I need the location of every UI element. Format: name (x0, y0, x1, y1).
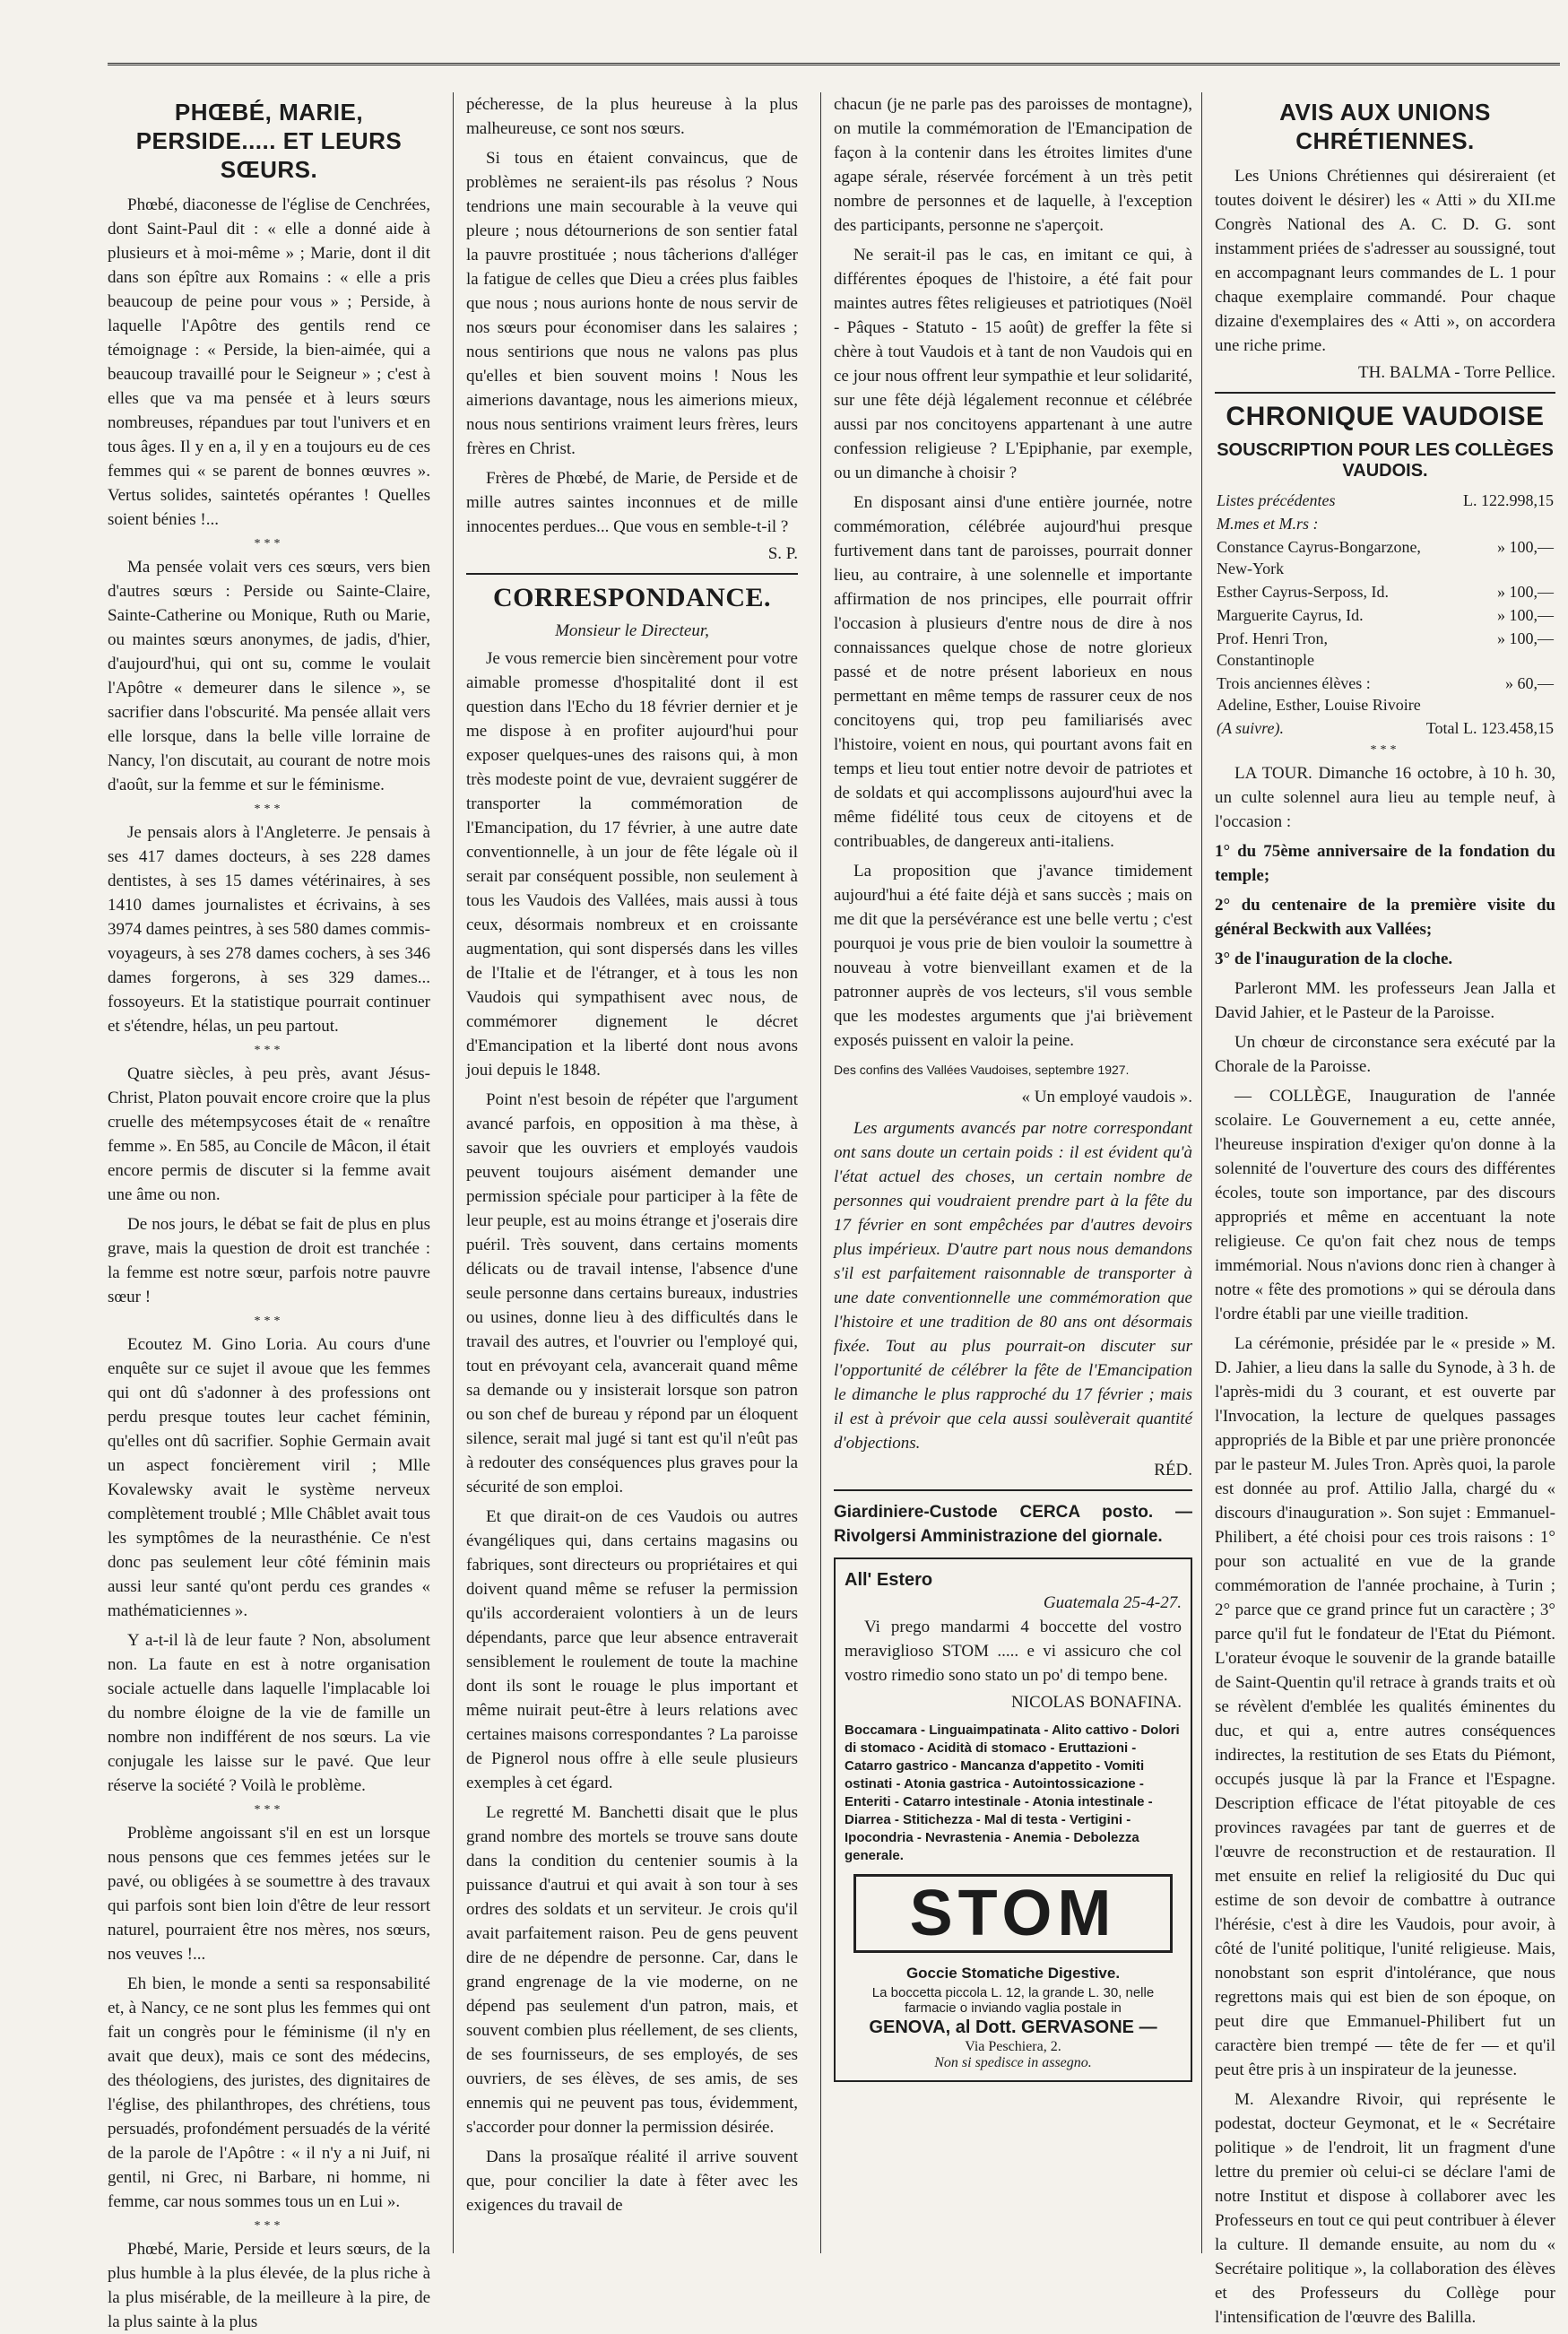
paragraph: De nos jours, le débat se fait de plus en plus grave, mais la question de droit est tranchée : la femme est notre sœur, parfois notre pauvre sœur ! (108, 1215, 430, 1306)
correspondence-title: CORRESPONDANCE. (492, 583, 772, 612)
subscription-amount: » 100,— (1497, 538, 1554, 556)
dateline: Des confins des Vallées Vaudoises, septembre 1927. (834, 1063, 1130, 1077)
column-2 (466, 92, 798, 2271)
separator: *** (254, 2219, 284, 2233)
paragraph: Eh bien, le monde a senti sa responsabilité et, à Nancy, ce ne sont plus les femmes qui ont fait un congrès pour le féminisme (il n'y en avait que deux), mais ce sont des médecins, des théologiens, des juristes, des dignitaires de l'église, des philanthropes, des chrétiens, tous persuadés, profondément persuadés de la vérité de la parole de l'Apôtre : « il n'y a ni Juif, ni gentil, ni Grec, ni Barbare, ni homme, ni femme, car nous sommes tous un en Lui ». (108, 1974, 430, 2211)
column-4 (1215, 92, 1555, 2327)
paragraph: Phœbé, diaconesse de l'église de Cenchrées, dont Saint-Paul dit : « elle a donné aide à plusieurs et à moi-même » ; Marie, dont il dit dans son épître aux Romains : « elle a pris beaucoup de peine pour vous » ; Perside, à laquelle l'Apôtre des gentils rend ce témoignage : « Perside, la bien-aimée, qui a beaucoup travaillé pour le Seigneur » ; c'est à elles que va ma pensée et à leurs sœurs nombreuses, répandues par tout l'univers et en tous âges. Il y en a, il y en a toujours eu de ces femmes qui « se parent de bonnes œuvres ». Vertus solides, saintetés opérantes ! Quelles soient bénies !... (108, 195, 430, 529)
paragraph: Je pensais alors à l'Angleterre. Je pensais à ses 417 dames docteurs, à ses 228 dames dentistes, à ses 15 dames vétérinaires, à ses 1410 dames journalistes et écrivains, à ses 3974 dames peintres, à ses 580 dames commis-voyageurs, à ses 278 dames cochers, à ses 346 dames forgerons, à ses 329 dames... fossoyeurs. Et la statistique pourrait continuer et s'étendre, hélas, un peu partout. (108, 823, 430, 1036)
ad-place-date: Guatemala 25-4-27. (1043, 1593, 1182, 1612)
paragraph: Quatre siècles, à peu près, avant Jésus-Christ, Platon pouvait encore croire que la plus cruelle des métempsycoses était de « renaître femme ». En 585, au Concile de Mâcon, il était encore permis de discuter si la femme avait une âme ou non. (108, 1064, 430, 1204)
signature: S. P. (767, 544, 798, 563)
chronicle-title: CHRONIQUE VAUDOISE (1226, 402, 1545, 431)
subscription-amount: » 100,— (1497, 606, 1554, 624)
subscriber-name: Esther Cayrus-Serposs, Id. (1217, 583, 1389, 601)
paragraph: Y a-t-il là de leur faute ? Non, absolument non. La faute en est à notre organisation sociale actuelle dans laquelle l'implacable loi du nombre éloigne de la vie de famille un nombre non indifférent de nos sœurs. La vie conjugale les laisse sur le pavé. Que leur réserve la société ? Voilà le problème. (108, 1631, 430, 1795)
subscription-row (1215, 512, 1555, 535)
paragraph: Phœbé, Marie, Perside et leurs sœurs, de la plus humble à la plus élevée, de la plus riche à la plus misérable, de la meilleure à la pire, de la plus sainte à la plus (108, 2240, 430, 2331)
subscription-amount: Total L. 123.458,15 (1425, 719, 1554, 737)
ad-heading: All' Estero (845, 1570, 933, 1590)
ad-letter: Vi prego mandarmi 4 boccette del vostro meraviglioso STOM ..... e vi assicuro che col vostro rimedio sono stato un po' di tempo bene. (845, 1618, 1182, 1685)
subscriber-name: (A suivre). (1217, 719, 1284, 737)
paragraph: pécheresse, de la plus heureuse à la plus malheureuse, ce sont nos sœurs. (466, 95, 798, 138)
ad-signer: NICOLAS BONAFINA. (1010, 1693, 1182, 1712)
paragraph: LA TOUR. Dimanche 16 octobre, à 10 h. 30, un culte solennel aura lieu au temple neuf, à l'occasion : (1215, 764, 1555, 831)
separator: *** (254, 537, 284, 551)
column-rule (820, 92, 821, 2253)
article-title: PHŒBÉ, MARIE, PERSIDE..... ET LEURS SŒURS. (135, 99, 403, 183)
column-3 (834, 92, 1192, 2271)
occasion-item: 2° du centenaire de la première visite du général Beckwith aux Vallées; (1215, 896, 1555, 939)
stom-logo: STOM (853, 1874, 1173, 1953)
subscription-amount: » 100,— (1497, 583, 1554, 601)
paragraph: La cérémonie, présidée par le « preside » M. D. Jahier, a lieu dans la salle du Synode, à 3 h. de l'après-midi du 3 courant, et est ouverte par l'Invocation, la lecture de quelques passages appropriés de la Bible et par une prière prononcée par le pasteur M. Jules Tron. Après quoi, la parole est donnée au prof. Attilio Jalla, chargé du « discours d'inauguration ». Son sujet : Emmanuel-Philibert, a été choisi pour ces trois raisons : 1° pour son actualité en vue de la grande commémoration de l'année prochaine, à Turin ; 2° parce que ce grand prince fut un caractère ; 3° parce qu'il fut le fondateur de l'Etat du Piémont. L'orateur évoque le souvenir de la grande bataille de Saint-Quentin qu'il retrace à grands traits et où se révèlent d'emblée les qualités éminentes du duc, et qui a, entre autres conséquences indirectes, la restitution de ses Etats du Piémont, occupés jusque là par la France et l'Espagne. Description efficace de l'état pitoyable de ces provinces ravagées par tant de guerres et de l'œuvre de reconstruction et de restauration. Il met ensuite en relief la religiosité du Duc qui estime de son devoir de combattre à outrance l'hérésie, c'est à dire les Vaudois, pour avoir, à côté de l'unité politique, l'unité religieuse. Mais, nonobstant son esprit d'intolérance, que nous regrettons mais qui est bien de son époque, on peut dire que Emmanuel-Philibert fut un caractère bien trempé — tête de fer — et qu'il peut être pris à un inspirateur de la jeunesse. (1215, 1334, 1555, 2079)
subscription-table (1215, 489, 1555, 740)
subscriber-name: Trois anciennes élèves : Adeline, Esther, Louise Rivoire (1217, 674, 1421, 714)
subscription-amount: L. 122.998,15 (1463, 491, 1554, 509)
separator: *** (1370, 743, 1400, 757)
newspaper-page (108, 63, 1560, 2331)
paragraph: Problème angoissant s'il en est un lorsque nous pensons que ces femmes jetées sur le pavé, ou obligées à se soumettre à des travaux qui parfois sont bien loin d'être de leur ressort naturel, pourraient être nos mères, nos sœurs, nos veuves !... (108, 1824, 430, 1964)
divider (1215, 392, 1555, 394)
subscriber-name: Marguerite Cayrus, Id. (1217, 606, 1364, 624)
subscription-amount: » 60,— (1505, 674, 1554, 692)
paragraph: La proposition que j'avance timidement aujourd'hui a été faite déjà et sans succès ; mais on me dit que la persévérance est une belle vertu ; c'est pourquoi je vous prie de bien vouloir la soumettre à nouveau à votre bienveillant examen et de la patronner auprès de vos lecteurs, s'il vous semble que les modestes arguments que j'ai brièvement exposés puissent en valoir la peine. (834, 862, 1192, 1050)
ad-price: La boccetta piccola L. 12, la grande L. 30, nelle farmacie o inviando vaglia postale in (871, 1985, 1155, 2016)
subscription-amount: » 100,— (1497, 629, 1554, 647)
separator: *** (254, 803, 284, 816)
subscription-row (1215, 672, 1555, 716)
paragraph: En disposant ainsi d'une entière journée, notre commémoration, célébrée aujourd'hui presque furtivement dans tant de paroisses, pourrait donner lieu, au contraire, à une solennelle et importante affirmation de nos principes, elle pourrait offrir l'occasion à plusieurs d'entre nous de dire à nos connaissances quelque chose de notre glorieux passé et de notre présent laborieux en nous permettant en même temps de rassurer ceux de nos concitoyens qui, trop peu familiarisés avec l'histoire, voient en nous, qui pourtant avons fait en temps et lieu tout entier notre devoir de patriotes et de soldats et qui accomplissons aujourd'hui avec la même fidélité tous ceux de citoyens et de contribuables, de dangereux anti-italiens. (834, 493, 1192, 851)
subscription-row (1215, 627, 1555, 672)
separator: *** (254, 1315, 284, 1328)
ad-product: Goccie Stomatiche Digestive. (905, 1965, 1121, 1982)
occasion-item: 1° du 75ème anniversaire de la fondation du temple; (1215, 842, 1555, 885)
subscription-row (1215, 716, 1555, 740)
paragraph: Si tous en étaient convaincus, que de problèmes ne seraient-ils pas résolus ? Nous tendrions une main secourable à la veuve qui pleure ; nous détournerions de son sentier fatal la pauvre prostituée ; nous tâcherions d'alléger la fatigue de celles que Dieu a crées plus faibles que nous ; nous aurions honte de nous servir de nos sœurs pour économiser dans les salaires ; nous sentirions que nous ne valons pas plus qu'elles et bien souvent moins ! Nous les aimerions davantage, nous les aimerions mieux, nous nous sentirions vraiment leurs frères, leurs frères en Christ. (466, 149, 798, 458)
ad-address: GENOVA, al Dott. GERVASONE — (869, 2017, 1157, 2037)
column-1 (108, 92, 430, 2331)
paragraph: Ecoutez M. Gino Loria. Au cours d'une enquête sur ce sujet il avoue que les femmes qui ont dû s'adonner à des professions ont perdu presque toutes leur cachet féminin, qu'elles ont dû sacrifier. Sophie Germain avait un aspect foncièrement viril ; Mlle Kovalewsky avait le système nerveux complètement troublé ; Mlle Châblet avait tous les symptômes de la neurasthénie. Ce n'est donc pas seulement leur côté féminin mais aussi leur santé qu'ont perdu ces grandes « mathématiciennes ». (108, 1335, 430, 1620)
paragraph: Les Unions Chrétiennes qui désireraient (et toutes doivent le désirer) les « Atti » du XII.me Congrès National des A. C. D. G. sont instamment priées de s'adresser au soussigné, tout en accompagnant leurs commandes de L. 1 pour chaque exemplaire commandé. Pour chaque dizaine d'exemplaires des « Atti », on accordera une riche prime. (1215, 167, 1555, 355)
stom-advertisement (834, 1557, 1192, 2082)
divider (834, 1489, 1192, 1491)
subscriber-name: M.mes et M.rs : (1217, 515, 1319, 533)
subscription-amount (1425, 512, 1555, 535)
column-rule (1201, 92, 1202, 2253)
avis-title: AVIS AUX UNIONS CHRÉTIENNES. (1279, 99, 1491, 154)
signature: « Un employé vaudois ». (1021, 1088, 1192, 1106)
paragraph: chacun (je ne parle pas des paroisses de montagne), on mutile la commémoration de l'Emancipation de façon à la contenir dans les étroites limites d'une agape sérale, réservée forcément à un très petit nombre de personnes et de laquelle, à l'exception des participants, personne ne s'aperçoit. (834, 95, 1192, 235)
paragraph: Et que dirait-on de ces Vaudois ou autres évangéliques qui, dans certains magasins ou fabriques, sont directeurs ou propriétaires et qui doivent quand même se refuser la permission qu'ils accorderaient volontiers à un de leurs dépendants, parce que leur absence entraverait sensiblement le roulement de toute la machine dont ils sont le rouage le plus important et même nuirait peut-être à leurs relations avec certaines maisons correspondantes ? La paroisse de Pignerol nous offre à elle seule plusieurs exemples à cet égard. (466, 1507, 798, 1792)
subscriber-name: Listes précédentes (1217, 491, 1336, 509)
classified-ad: Giardiniere-Custode CERCA posto. — Rivolgersi Amministrazione del giornale. (834, 1503, 1192, 1546)
salutation: Monsieur le Directeur, (555, 621, 709, 640)
occasion-item: 3° de l'inauguration de la cloche. (1215, 950, 1453, 968)
ad-note: Non si spedisce in assegno. (934, 2055, 1092, 2070)
subscription-row (1215, 603, 1555, 627)
subscriber-name: Prof. Henri Tron, Constantinople (1217, 629, 1329, 669)
paragraph: Un chœur de circonstance sera exécuté par la Chorale de la Paroisse. (1215, 1033, 1555, 1076)
paragraph: Je vous remercie bien sincèrement pour votre aimable promesse d'hospitalité dont il est question dans l'Echo du 18 février dernier et je me dispose à en profiter aujourd'hui pour exposer quelques-unes des raisons qui, à mon très modeste point de vue, devraient suggérer de transporter la commémoration de l'Emancipation, du 17 février, à une autre date conventionnelle, à un jour de fête légale où il serait par conséquent possible, non seulement à tous les Vaudois des Vallées, mais aussi à tous ceux, désormais nombreux et en croissante augmentation, qui sont dispersés dans les villes de l'Italie et de l'étranger, et à tous les non Vaudois qui sympathisent avec nous, de commémorer dignement le décret d'Emancipation et la liberté dont nous avons joui depuis le 1848. (466, 649, 798, 1080)
column-rule (453, 92, 454, 2253)
subscription-title: SOUSCRIPTION POUR LES COLLÈGES VAUDOIS. (1217, 440, 1554, 481)
avis-signature: TH. BALMA - Torre Pellice. (1358, 363, 1555, 382)
separator: *** (254, 1044, 284, 1057)
paragraph: Point n'est besoin de répéter que l'argument avancé parfois, en opposition à ma thèse, à savoir que les ouvriers et employés vaudois peuvent toujours aisément demander une permission spéciale pour participer à la fête de leur peuple, est au moins étrange et j'oserais dire puéril. Très souvent, dans certains moments délicats ou de travail intense, l'absence d'une seule personne dans certains bureaux, industries ou usines, donne lieu à des difficultés dans le travail des autres, et l'ouvrier ou l'employé qui, tout en prévoyant cela, avancerait quand même sa demande ou y insisterait lorsque son patron ou son chef de bureau y répond par un éloquent silence, serait mal jugé si tant est qu'il n'eût pas à redouter des conséquences plus graves pour la sécurité de son emploi. (466, 1090, 798, 1497)
subscription-row (1215, 489, 1555, 512)
paragraph: Dans la prosaïque réalité il arrive souvent que, pour concilier la date à fêter avec les exigences du travail de (466, 2147, 798, 2215)
paragraph: — COLLÈGE, Inauguration de l'année scolaire. Le Gouvernement a eu, cette année, l'heureuse inspiration d'exiger qu'on donne à la solennité de l'ouverture des cours des différentes écoles, toute son importance, par des discours appropriés et même en accentuant la note religieuse. Ce qu'on fait chez nous de temps immémorial. Nous n'avions donc rien à changer à notre « fête des promotions » qui se déroula dans l'ordre établi par une vieille tradition. (1215, 1087, 1555, 1323)
ad-address-street: Via Peschiera, 2. (965, 2039, 1061, 2054)
ad-ailments: Boccamara - Linguaimpatinata - Alito cattivo - Dolori di stomaco - Acidità di stomaco - Eruttazioni - Catarro gastrico - Mancanza d'appetito - Vomiti ostinati - Atonia gastrica - Autointossicazione - Enteriti - Catarro intestinale - Atonia intestinale - Diarrea - Stitichezza - Mal di testa - Vertigini - Ipocondria - Nevrastenia - Anemia - Debolezza generale. (845, 1722, 1180, 1863)
divider (466, 573, 798, 575)
subscription-row (1215, 580, 1555, 603)
paragraph: Le regretté M. Banchetti disait que le plus grand nombre des mortels se trouve sans doute dans la condition du centenier soumis à la puissance d'autrui et qui avait à son tour à ses ordres des soldats et un serviteur. Je crois qu'il avait parfaitement raison. Peu de gens peuvent dire de ne dépendre de personne. Car, dans le grand engrenage de la vie moderne, on ne dépend pas seulement d'un patron, mais, et souvent combien plus réellement, de ses clients, de ses fournisseurs, de ses employés, de ses ouvriers, de ses élèves, de ses amis, de ses ennemis qui ne peuvent pas tous, évidemment, s'accorder pour donner la permission désirée. (466, 1803, 798, 2137)
paragraph: Ne serait-il pas le cas, en imitant ce qui, à différentes époques de l'histoire, a été fait pour maintes autres fêtes religieuses et patriotiques (Noël - Pâques - Statuto - 15 août) de greffer la fête si chère à tout Vaudois et à tant de non Vaudois qui en ce jour nous offrent leur sympathie et leur solidarité, sur une fête déjà légalement reconnue et célébrée aussi par nos concitoyens appartenant à une autre confession religieuse ? L'Epiphanie, par exemple, ou un dimanche à choisir ? (834, 246, 1192, 482)
paragraph: Frères de Phœbé, de Marie, de Perside et de mille autres saintes inconnues et de mille innocentes perdues... Que vous en semble-t-il ? (466, 469, 798, 536)
subscriber-name: Constance Cayrus-Bongarzone, New-York (1217, 538, 1421, 577)
paragraph: Parleront MM. les professeurs Jean Jalla et David Jahier, et le Pasteur de la Paroisse. (1215, 979, 1555, 1022)
editor-note: Les arguments avancés par notre correspondant ont sans doute un certain poids : il est évident qu'à l'état actuel des choses, un certain nombre de personnes qui voudraient prendre part à la fête du 17 février en sont empêchées par d'autres devoirs plus impérieux. D'autre part nous nous demandons s'il est parfaitement raisonnable de transporter à une date conventionnelle une commémoration que l'histoire et une tradition de 80 ans ont désormais fixée. Tout au plus pourrait-on discuter sur l'opportunité de célébrer la fête de l'Emancipation le dimanche le plus rapproché du 17 février ; mais il est à prévoir que cela aussi soulèverait quantité d'objections. (834, 1119, 1192, 1453)
paragraph: Ma pensée volait vers ces sœurs, vers bien d'autres sœurs : Perside ou Sainte-Claire, Sainte-Catherine ou Monique, Ruth ou Marie, ou maintes sœurs anonymes, de jadis, d'hier, d'aujourd'hui, qui ont su, comme le voulait l'Apôtre « demeurer dans le silence », se sacrifier dans l'obscurité. Ma pensée allait vers elle lorsque, dans la belle ville lorraine de Nancy, l'on discutait, au courant de notre mois d'août, sur la femme et sur le féminisme. (108, 558, 430, 794)
editor-signature: RÉD. (1154, 1461, 1192, 1479)
separator: *** (254, 1803, 284, 1817)
subscription-row (1215, 535, 1555, 580)
paragraph: M. Alexandre Rivoir, qui représente le podestat, docteur Geymonat, et le « Secrétaire politique » de l'endroit, lit un fragment d'une lettre du premier où celui-ci se déclare l'ami de notre Institut et dispose à collaborer avec les Professeurs en tout ce qui peut contribuer à élever la culture. Il demande ensuite, au nom du « Secrétaire politique », la collaboration des élèves et des Professeurs du Collège pour l'intensification de l'œuvre des Balilla. (1215, 2090, 1555, 2327)
